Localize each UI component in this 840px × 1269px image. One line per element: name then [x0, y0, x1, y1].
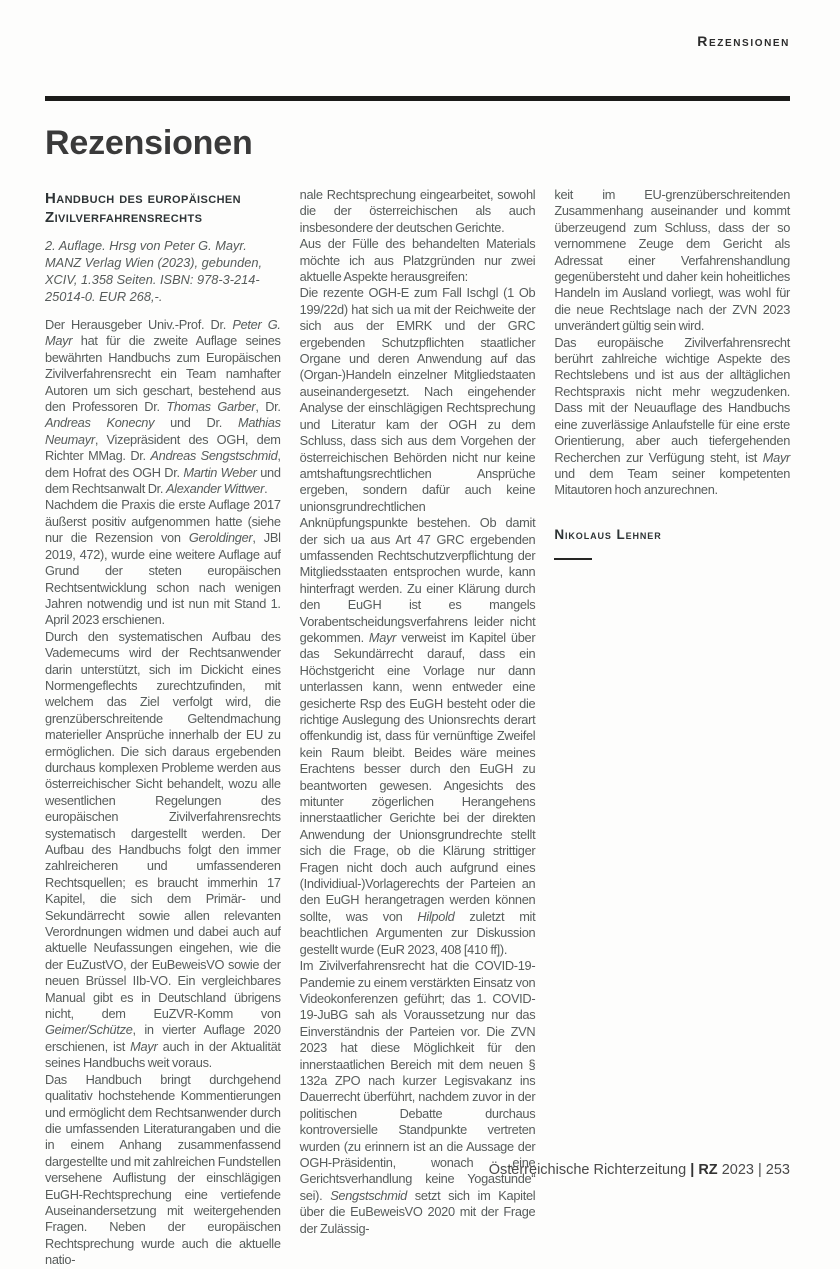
- bibliography: 2. Auflage. Hrsg von Peter G. Mayr. MANZ Verlag Wien (2023), gebunden, XCIV, 1.358 Seiten. ISBN: 978-3-214-25014-0. EUR 268,-.: [45, 238, 263, 304]
- column-3-body: [554, 187, 790, 499]
- column-1: [45, 187, 281, 1269]
- text-run: , Dr.: [255, 399, 281, 415]
- text-run: , in vierter Auflage 2020 erschienen, ist: [45, 1022, 281, 1054]
- column-2: [300, 187, 536, 1269]
- footer-separator-1: |: [690, 1162, 695, 1178]
- reviewer-name: Nikolaus Lehner: [554, 526, 662, 542]
- text-run: , dem Hofrat des OGH Dr.: [45, 448, 281, 480]
- italic-text-run: Andreas Konecny: [45, 415, 155, 431]
- page-footer: [489, 1162, 790, 1178]
- page-number: 253: [765, 1162, 790, 1178]
- text-run: setzt sich im Kapitel über die EuBeweisVO 2020 mit der Frage der Zulässig-: [299, 1187, 536, 1236]
- italic-text-run: Geroldinger: [188, 530, 253, 546]
- text-run: Das europäische Zivilverfahrensrecht berührt zahlreiche wichtige Aspekte des Rechtslebens und ist aus der alltäglichen Rechtspraxis nicht mehr wegzudenken. Dass mit der Neuauflage des Handbuchs eine zuverlässige Anlaufstelle für eine erste Orientierung, aber auch tiefergehenden Recherchen zur Verfügung steht, ist: [554, 334, 791, 465]
- italic-text-run: Mayr: [368, 629, 397, 645]
- footer-year: 2023: [721, 1162, 754, 1178]
- paragraph: [300, 958, 536, 1237]
- paragraph: [45, 1072, 281, 1269]
- paragraph: [554, 335, 790, 499]
- text-run: nale Rechtsprechung eingearbeitet, sowohl die der österreichischen als auch insbesondere der deutschen Gerichte.: [299, 187, 536, 235]
- italic-text-run: Peter G. Mayr: [45, 317, 281, 349]
- italic-text-run: Mayr: [130, 1038, 158, 1054]
- italic-text-run: Hilpold: [417, 908, 455, 924]
- journal-name: Österreichische Richterzeitung: [488, 1162, 687, 1178]
- text-run: verweist im Kapitel über das Sekundärrecht darauf, dass ein Höchstgericht eine Vorlage nur dann unterlassen kann, wenn entweder eine gesicherte Rsp des EuGH besteht oder die richtige Auslegung des Unionsrechts derart offenkundig ist, dass für vernünftige Zweifel kein Raum bleibt. Beides wäre meines Erachtens besser durch den EuGH zu beantworten gewesen. Angesichts des mitunter zögerlichen Herangehens innerstaatlicher Gerichte bei der direkten Anwendung der Unionsgrundrechte stellt sich die Frage, ob die Klärung strittiger Fragen nicht doch auch aufgrund eines (Individiual-)Vorlagerechts der Parteien an den EuGH herangetragen werden können sollte, was von: [299, 629, 536, 924]
- paragraph: [300, 236, 536, 285]
- paragraph: [554, 187, 790, 335]
- italic-text-run: Martin Weber: [183, 464, 257, 480]
- italic-text-run: Sengstschmid: [330, 1187, 407, 1203]
- text-run: zuletzt mit beachtlichen Argumenten zur Diskussion gestellt wurde (EuR 2023, 408 [410 ff]).: [299, 908, 536, 957]
- text-run: Im Zivilverfahrensrecht hat die COVID-19-Pandemie zu einem verstärkten Einsatz von Videokonferenzen geführt; das 1. COVID-19-JuBG sah als Voraussetzung nur das Einverständnis der Parteien vor. Die ZVN 2023 hat diese Möglichkeit für den innerstaatlichen Bereich mit dem neuen § 132a ZPO nach kurzer Legisvakanz ins Dauerrecht überführt, nachdem zuvor in der politischen Debatte durchaus kontroversielle Standpunkte vertreten wurden (zu erinnern ist an die Aussage der OGH-Präsidentin, wonach „eine Gerichtsverhandlung keine Yogastunde“ sei).: [299, 958, 536, 1203]
- text-run: Aus der Fülle des behandelten Materials möchte ich aus Platzgründen nur zwei aktuelle Aspekte herausgreifen:: [299, 236, 536, 285]
- text-run: , Vizepräsident des OGH, dem Richter MMag. Dr.: [45, 431, 281, 464]
- italic-text-run: Mathias Neumayr: [45, 415, 281, 447]
- paragraph: [300, 187, 536, 236]
- header-rule: [45, 96, 790, 101]
- text-run: und dem Team seiner kompetenten Mitautoren hoch anzurechnen.: [554, 465, 791, 498]
- text-columns: [45, 187, 790, 1269]
- italic-text-run: Geimer/Schütze: [45, 1022, 133, 1038]
- text-run: keit im EU-grenzüberschreitenden Zusammenhang auseinander und kommt überzeugend zum Schluss, dass der so vernommene Zeuge dem Gericht als Adressat einer Verfahrenshandlung gegenübersteht und daher kein hoheitliches Handeln im Ausland vorliegt, was wohl für die neue Rechtslage nach der ZVN 2023 unverändert gültig sein wird.: [554, 187, 791, 334]
- italic-text-run: Alexander Wittwer: [165, 481, 265, 497]
- signature-rule: [554, 558, 592, 560]
- italic-text-run: Thomas Garber: [166, 399, 256, 415]
- text-run: Nachdem die Praxis die erste Auflage 2017 äußerst positiv aufgenommen hatte (siehe nur die Rezension von: [45, 497, 281, 546]
- text-run: und Dr.: [154, 415, 238, 431]
- review-title: Handbuch des europäischen Zivilverfahrensrechts: [45, 190, 242, 226]
- italic-text-run: Mayr: [762, 449, 791, 465]
- text-run: hat für die zweite Auflage seines bewährten Handbuchs zum Europäischen Zivilverfahrensrecht ein Team namhafter Autoren um sich geschart, bestehend aus den Professoren Dr.: [45, 333, 281, 415]
- paragraph: [300, 285, 536, 958]
- text-run: und dem Rechtsanwalt Dr.: [45, 464, 281, 497]
- text-run: auch in der Aktualität seines Handbuchs weit voraus.: [45, 1038, 281, 1071]
- text-run: Die rezente OGH-E zum Fall Ischgl (1 Ob 199/22d) hat sich ua mit der Reichweite der sich aus der EMRK und der GRC ergebenden Schutzpflichten staatlicher Organe und deren Anwendung auf das (Organ-)Handeln einzelner Mitgliedstaaten auseinandergesetzt. Nach eingehender Analyse der einschlägigen Rechtsprechung und Literatur kam der OGH zu dem Schluss, dass sich aus dem Vorgehen der österreichischen Behörden nicht nur keine amtshaftungsrechtlichen Ansprüche ergeben, sondern dafür auch keine unionsgrundrechtlichen Anknüpfungspunkte bestehen. Ob damit der sich ua aus Art 47 GRC ergebenden umfassenden Rechtschutzverpflichtung der Mitgliedsstaaten entsprochen wurde, kann hinterfragt werden. Zu einer Klärung durch den EuGH ist es mangels Vorabentscheidungsverfahrens leider nicht gekommen.: [299, 285, 536, 645]
- paragraph: [45, 497, 281, 628]
- journal-abbreviation: RZ: [698, 1162, 718, 1178]
- text-run: Das Handbuch bringt durchgehend qualitativ hochstehende Kommentierungen und ermöglicht dem Rechtsanwender durch die umfassenden Literaturangaben und die in einem Anhang zusammenfassend dargestellte und mit zahlreichen Fundstellen versehene Auflistung der einschlägigen EuGH-Rechtsprechung eine vertiefende Auseinandersetzung mit weitergehenden Fragen. Neben der europäischen Rechtsprechung wurde auch die aktuelle natio-: [45, 1071, 281, 1268]
- paragraph: [45, 317, 281, 497]
- footer-separator-2: |: [757, 1162, 762, 1178]
- paragraph: [45, 629, 281, 1072]
- page-title: Rezensionen: [45, 124, 253, 162]
- italic-text-run: Andreas Sengstschmid: [150, 448, 278, 464]
- column-2-body: [300, 187, 536, 1237]
- text-run: , JBl 2019, 472), wurde eine weitere Auflage auf Grund der steten europäischen Rechtsentwicklung schon nach wenigen Jahren notwendig und ist nun mit Stand 1. April 2023 erschienen.: [45, 530, 281, 628]
- column-1-body: [45, 317, 281, 1269]
- text-run: Der Herausgeber Univ.-Prof. Dr.: [45, 317, 233, 332]
- column-3: [554, 187, 790, 1269]
- text-run: .: [264, 481, 268, 497]
- running-header: Rezensionen: [697, 33, 790, 49]
- text-run: Durch den systematischen Aufbau des Vademecums wird der Rechtsanwender darin unterstützt, sich im Dickicht eines Normengeflechts zurechtzufinden, mit welchem das Ziel verfolgt wird, die grenzüberschreitende Geltendmachung materieller Ansprüche innerhalb der EU zu ermöglichen. Die sich daraus ergebenden durchaus komplexen Probleme werden aus österreichischer Sicht behandelt, wozu alle wesentlichen Regelungen des europäischen Zivilverfahrensrechts systematisch dargestellt werden. Der Aufbau des Handbuchs folgt den immer zahlreicheren und umfassenderen Rechtsquellen; es braucht immerhin 17 Kapitel, die sich dem Primär- und Sekundärrecht sowie allen relevanten Verordnungen widmen und dabei auch auf aktuelle Neufassungen eingehen, wie die der EuZustVO, der EuBeweisVO sowie der neuen Brüssel IIb-VO. Ein vergleichbares Manual gibt es in Deutschland übrigens nicht, dem EuZVR-Komm von: [45, 628, 281, 1022]
